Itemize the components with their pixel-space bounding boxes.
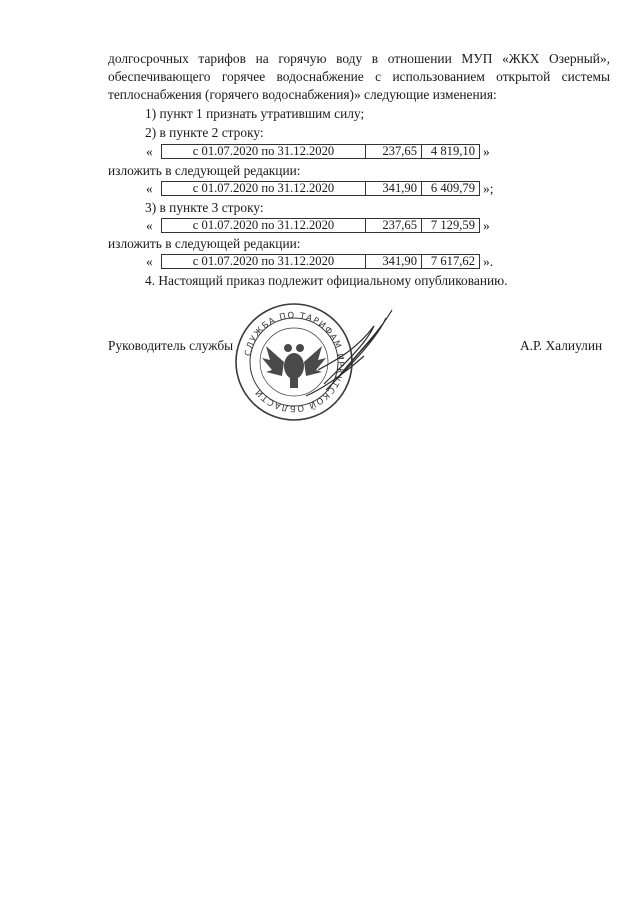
item-2-text: 2) в пункте 2 строку: [145, 125, 264, 140]
item-4-text: 4. Настоящий приказ подлежит официальному опубликованию. [145, 273, 508, 288]
tariff-value-2-cell: 7 129,59 [430, 218, 475, 232]
replace-label: изложить в следующей редакции: [108, 163, 301, 178]
tariff-period-cell: с 01.07.2020 по 31.12.2020 [162, 182, 366, 195]
tariff-value-1-cell: 341,90 [366, 255, 422, 268]
eagle-emblem-icon [262, 344, 326, 388]
replace-label: изложить в следующей редакции: [108, 236, 301, 251]
official-seal [206, 300, 396, 430]
tariff-value-2-cell: 6 409,79 [430, 181, 475, 195]
row-close-quote: ». [483, 254, 494, 269]
tariff-period-cell: с 01.07.2020 по 31.12.2020 [162, 255, 366, 268]
tariff-value-1-cell: 237,65 [366, 145, 422, 158]
tariff-row [161, 181, 480, 196]
intro-line-3: теплоснабжения (горячего водоснабжения)» следующие изменения: [108, 87, 497, 102]
item-1-text: 1) пункт 1 признать утратившим силу; [145, 106, 365, 121]
tariff-period-cell: с 01.07.2020 по 31.12.2020 [162, 219, 366, 232]
signature-position: Руководитель службы [108, 338, 234, 353]
row-close-quote: » [483, 144, 490, 159]
intro-line-1: долгосрочных тарифов на горячую воду в отношении МУП «ЖКХ Озерный», [108, 51, 610, 66]
row-open-quote: « [146, 254, 153, 269]
tariff-row [161, 144, 480, 159]
row-close-quote: »; [483, 181, 494, 196]
svg-text:СЛУЖБА ПО ТАРИФАМ ИРКУТСКОЙ ОБ: СЛУЖБА ПО ТАРИФАМ ИРКУТСКОЙ ОБЛАСТИ [243, 310, 346, 414]
intro-line-2: обеспечивающего горячее водоснабжение с использованием открытой системы [108, 69, 610, 84]
item-3-text: 3) в пункте 3 строку: [145, 200, 264, 215]
tariff-value-2-cell: 4 819,10 [430, 144, 475, 158]
row-open-quote: « [146, 181, 153, 196]
row-close-quote: » [483, 218, 490, 233]
tariff-row [161, 254, 480, 269]
row-open-quote: « [146, 144, 153, 159]
tariff-value-2-cell: 7 617,62 [430, 254, 475, 268]
tariff-period-cell: с 01.07.2020 по 31.12.2020 [162, 145, 366, 158]
signature-name: А.Р. Халиулин [520, 338, 603, 353]
tariff-value-1-cell: 237,65 [366, 219, 422, 232]
tariff-row [161, 218, 480, 233]
tariff-value-1-cell: 341,90 [366, 182, 422, 195]
row-open-quote: « [146, 218, 153, 233]
